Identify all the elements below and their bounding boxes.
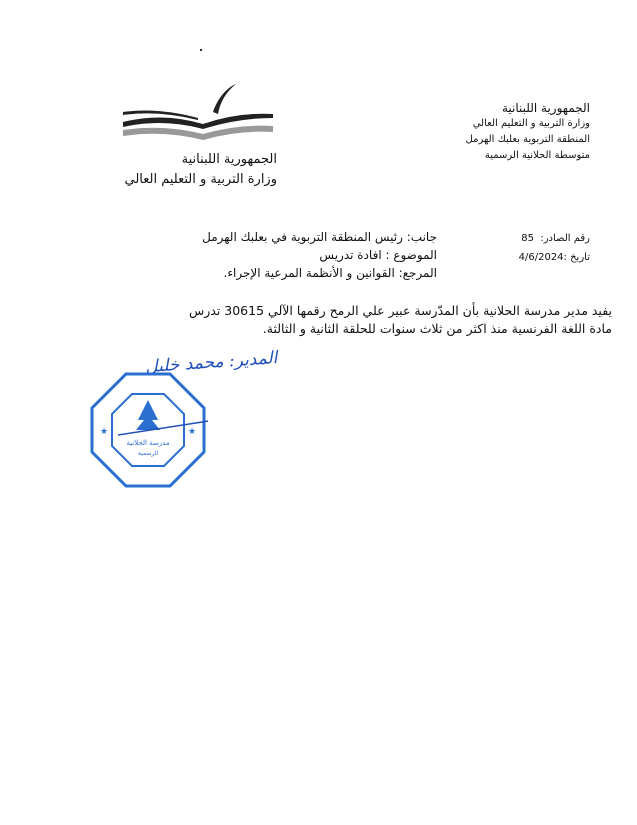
body-line: يفيد مدير مدرسة الحلانية بأن المدّرسة عبير علي الرمح رقمها الآلي 30615 تدرس [188,303,612,318]
outgoing-number [519,229,590,248]
scan-speck [200,49,202,51]
body-line: مادة اللغة الفرنسية منذ اكثر من ثلاث سنوات للحلقة الثانية و الثالثة. [262,321,612,336]
date-value: 4/6/2024 [518,252,564,263]
subject-line: الموضوع : افادة تدريس [319,248,437,262]
letter-body [189,302,612,338]
date-label: تاريخ : [563,252,590,263]
header-line: الجمهورية اللبنانية [501,101,590,115]
logo-line: وزارة التربية و التعليم العالي [124,172,277,187]
reference-block [519,229,590,267]
header-line: وزارة التربية و التعليم العالي [472,118,590,129]
subject-block [202,228,437,282]
svg-text:الرسمية: الرسمية [137,450,159,457]
cedar-icon [136,400,160,430]
logo-line: الجمهورية اللبنانية [181,152,277,167]
header-line: المنطقة التربوية بعلبك الهرمل [465,134,590,145]
svg-text:★: ★ [188,427,197,437]
official-stamp [88,370,208,490]
number-label: رقم الصادر: [540,233,590,244]
header-right [466,100,590,164]
addressee: جانب: رئيس المنطقة التربوية في بعلبك الهرمل [202,230,437,244]
logo-caption [125,150,278,190]
number-value: 85 [521,233,534,244]
document-date [519,248,590,267]
signature: المدير: محمد خليل [144,348,278,378]
svg-text:مدرسة الحلانية: مدرسة الحلانية [126,439,170,447]
ministry-book-logo [118,82,278,142]
svg-text:★: ★ [100,427,109,437]
reference-line: المرجع: القوانين و الأنظمة المرعية الإجراء. [223,266,437,280]
header-line: متوسطة الحلانية الرسمية [484,150,590,161]
